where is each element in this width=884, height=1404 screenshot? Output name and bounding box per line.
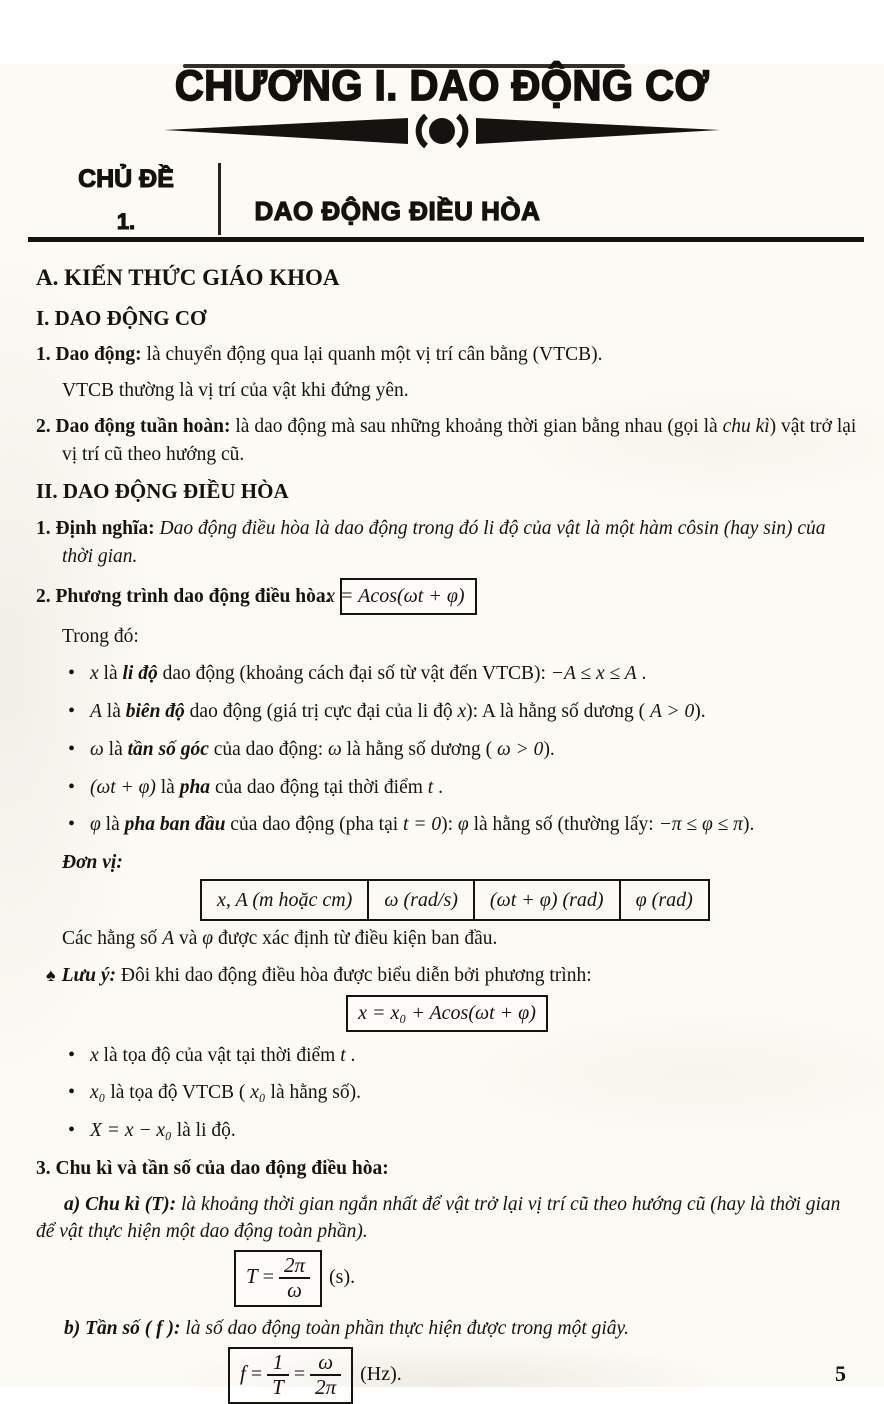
- section-3-heading: [36, 1155, 858, 1183]
- units-cell-phi: φ (rad): [620, 880, 709, 920]
- fraction: [310, 1351, 341, 1400]
- math-run: −A ≤ x ≤ A: [550, 663, 637, 685]
- math-run: −π ≤ φ ≤ π: [658, 814, 743, 836]
- math-run: x₀: [90, 1082, 106, 1104]
- parameter-bullet-list: [66, 660, 858, 838]
- math-run: x: [457, 701, 467, 723]
- emphasis-run: chu kì: [722, 415, 770, 437]
- math-run: t: [340, 1044, 346, 1066]
- definition-dao-dong: [36, 341, 858, 369]
- text-run: là hằng số dương (: [341, 738, 497, 760]
- text-run: ).: [742, 814, 755, 836]
- text-run: là tọa độ của vật tại thời điểm: [98, 1044, 341, 1066]
- math-run: (ωt + φ): [90, 776, 156, 798]
- page-number: 5: [835, 1361, 846, 1386]
- in-which-label: Trong đó:: [62, 625, 139, 647]
- topic-header: [42, 163, 884, 235]
- definition-text: Dao động điều hòa là dao động trong đó li độ của vật là một hàm côsin (hay sin) của thời gian.: [62, 518, 826, 567]
- term-emphasis: tần số góc: [127, 738, 209, 760]
- vtcb-note: VTCB thường là vị trí của vật khi đứng yên.: [62, 380, 409, 402]
- text-run: là dao động mà sau những khoảng thời gian bằng nhau (gọi là: [230, 415, 723, 437]
- fraction-numerator: ω: [310, 1351, 341, 1377]
- text-run: là chuyển động qua lại quanh một vị trí cân bằng (VTCB).: [141, 344, 603, 366]
- fraction-denominator: ω: [287, 1278, 302, 1303]
- term-label: 2. Phương trình dao động điều hòa:: [36, 586, 333, 608]
- equals-sign: =: [262, 1266, 274, 1288]
- equation-line: [36, 578, 858, 614]
- unit-run: (Hz).: [360, 1362, 402, 1385]
- unit-run: (s).: [329, 1266, 356, 1288]
- spade-icon: ♠: [46, 964, 56, 985]
- math-run: t: [427, 776, 434, 798]
- math-run: ω: [90, 738, 104, 760]
- bullet-li-do-X: [66, 1117, 858, 1145]
- text-run: ).: [543, 738, 555, 760]
- bullet-toa-do: [66, 1042, 858, 1070]
- text-run: là li độ.: [171, 1120, 236, 1142]
- text-run: là: [101, 701, 126, 723]
- topic-number: 1.: [116, 209, 136, 234]
- fraction-denominator: T: [272, 1375, 284, 1400]
- frequency-formula-row: [228, 1347, 858, 1404]
- note-bullet-list: [66, 1042, 858, 1145]
- tan-so-paragraph: [36, 1315, 858, 1343]
- topic-label-block: [42, 163, 210, 235]
- text-run: là: [103, 738, 128, 760]
- math-run: f: [240, 1360, 246, 1385]
- text-run: ):: [441, 814, 458, 836]
- text-run: của dao động tại thời điểm: [210, 776, 428, 798]
- math-run: x: [90, 1044, 99, 1066]
- term-emphasis: pha: [179, 776, 211, 798]
- text-run: Đôi khi dao động điều hòa được biểu diễn bởi phương trình:: [116, 964, 592, 986]
- term-emphasis: li độ: [122, 663, 158, 685]
- text-run: dao động (khoảng cách đại số từ vật đến VTCB):: [157, 663, 551, 685]
- math-run: φ: [90, 814, 101, 836]
- math-run: A: [162, 928, 175, 949]
- section-3-title: 3. Chu kì và tần số của dao động điều hòa:: [36, 1157, 389, 1179]
- units-cell-phase: (ωt + φ) (rad): [474, 880, 620, 920]
- term-label: b) Tần số ( f ):: [64, 1317, 181, 1339]
- text-run: là tọa độ VTCB (: [105, 1082, 251, 1104]
- text-run: và: [174, 928, 203, 949]
- math-run: ω > 0: [497, 738, 544, 760]
- term-label: a) Chu kì (T):: [64, 1193, 177, 1215]
- chu-ki-paragraph: [36, 1191, 858, 1246]
- bullet-tan-so-goc: [66, 736, 858, 764]
- math-run: ω: [328, 738, 342, 760]
- topic-label: CHỦ ĐỀ: [78, 165, 174, 193]
- term-emphasis: biên độ: [125, 701, 185, 723]
- term-label: 1. Định nghĩa:: [36, 518, 155, 540]
- text-run: ).: [694, 701, 706, 723]
- math-run: t = 0: [403, 814, 442, 836]
- bullet-pha-ban-dau: [66, 811, 858, 839]
- formula-box-offset: x = x₀ + Acos(ωt + φ): [346, 995, 548, 1031]
- text-run: được xác định từ điều kiện ban đầu.: [213, 928, 498, 949]
- formula-box-period: [234, 1250, 322, 1307]
- equals-sign: =: [293, 1362, 306, 1385]
- term-emphasis: pha ban đầu: [124, 814, 226, 836]
- definition-text: là khoảng thời gian ngắn nhất để vật trở lại vị trí cũ theo hướng cũ (hay là thời gian để vật thực hiện một dao động toàn phần).: [36, 1193, 841, 1243]
- section-2-heading: II. DAO ĐỘNG ĐIỀU HÒA: [36, 479, 289, 504]
- units-table-row: [201, 880, 709, 920]
- text-run: là: [100, 814, 125, 836]
- chapter-title: CHƯƠNG I. DAO ĐỘNG CƠ: [174, 62, 710, 110]
- text-run: ): A là hằng số dương (: [466, 701, 651, 723]
- definition-text: là số dao động toàn phần thực hiện được trong một giây.: [180, 1317, 630, 1339]
- page-body: [0, 242, 884, 1404]
- text-run: .: [345, 1044, 356, 1066]
- fraction-denominator: 2π: [315, 1375, 337, 1400]
- constants-note: [62, 925, 858, 953]
- math-run: A > 0: [650, 701, 695, 723]
- text-run: ) vật trở lại vị trí cũ theo hướng cũ.: [62, 415, 857, 465]
- topic-vertical-divider: [218, 163, 221, 235]
- text-run: là hằng số).: [265, 1082, 361, 1104]
- units-label: Đơn vị:: [62, 851, 123, 873]
- text-run: .: [433, 776, 443, 798]
- equals-sign: =: [250, 1362, 263, 1385]
- chapter-divider-ornament: [162, 113, 722, 157]
- bullet-li-do: [66, 660, 858, 688]
- topic-title: DAO ĐỘNG ĐIỀU HÒA: [254, 196, 541, 226]
- math-run: φ: [457, 814, 469, 836]
- text-run: là: [98, 663, 123, 685]
- math-run: φ: [202, 928, 214, 949]
- term-label: 1. Dao động:: [36, 344, 142, 366]
- section-a-heading: A. KIẾN THỨC GIÁO KHOA: [36, 265, 340, 290]
- note-formula-line: [36, 995, 858, 1031]
- units-table: [200, 879, 710, 921]
- fraction: [279, 1254, 310, 1303]
- note-line: [46, 962, 858, 990]
- text-run: dao động (giá trị cực đại của li độ: [184, 701, 458, 723]
- math-run: T: [246, 1264, 258, 1288]
- note-label: Lưu ý:: [61, 964, 117, 986]
- math-run: x: [90, 663, 99, 685]
- fraction-numerator: 1: [267, 1351, 289, 1377]
- formula-box-main: x = Acos(ωt + φ): [340, 578, 476, 614]
- term-label: 2. Dao động tuần hoàn:: [36, 415, 231, 437]
- units-cell-x-A: x, A (m hoặc cm): [201, 880, 368, 920]
- formula-box-frequency: [228, 1347, 353, 1404]
- text-run: là: [155, 776, 180, 798]
- text-run: Các hằng số: [62, 928, 163, 949]
- period-formula-row: [234, 1250, 858, 1307]
- text-run: của dao động (pha tại: [225, 814, 404, 836]
- math-run: X = x − x₀: [90, 1120, 172, 1142]
- bullet-bien-do: [66, 698, 858, 726]
- fraction: [267, 1351, 289, 1400]
- text-run: là hằng số (thường lấy:: [468, 814, 659, 836]
- bullet-pha: [66, 774, 858, 802]
- bullet-toa-do-vtcb: [66, 1079, 858, 1107]
- fraction-numerator: 2π: [279, 1254, 310, 1280]
- definition-dieu-hoa: [36, 515, 858, 570]
- definition-dao-dong-tuan-hoan: [36, 413, 858, 468]
- section-1-heading: I. DAO ĐỘNG CƠ: [36, 305, 207, 330]
- units-cell-omega: ω (rad/s): [368, 880, 474, 920]
- text-run: của dao động:: [208, 738, 329, 760]
- math-run: x₀: [250, 1082, 266, 1104]
- math-run: A: [90, 701, 102, 723]
- text-run: .: [636, 663, 647, 685]
